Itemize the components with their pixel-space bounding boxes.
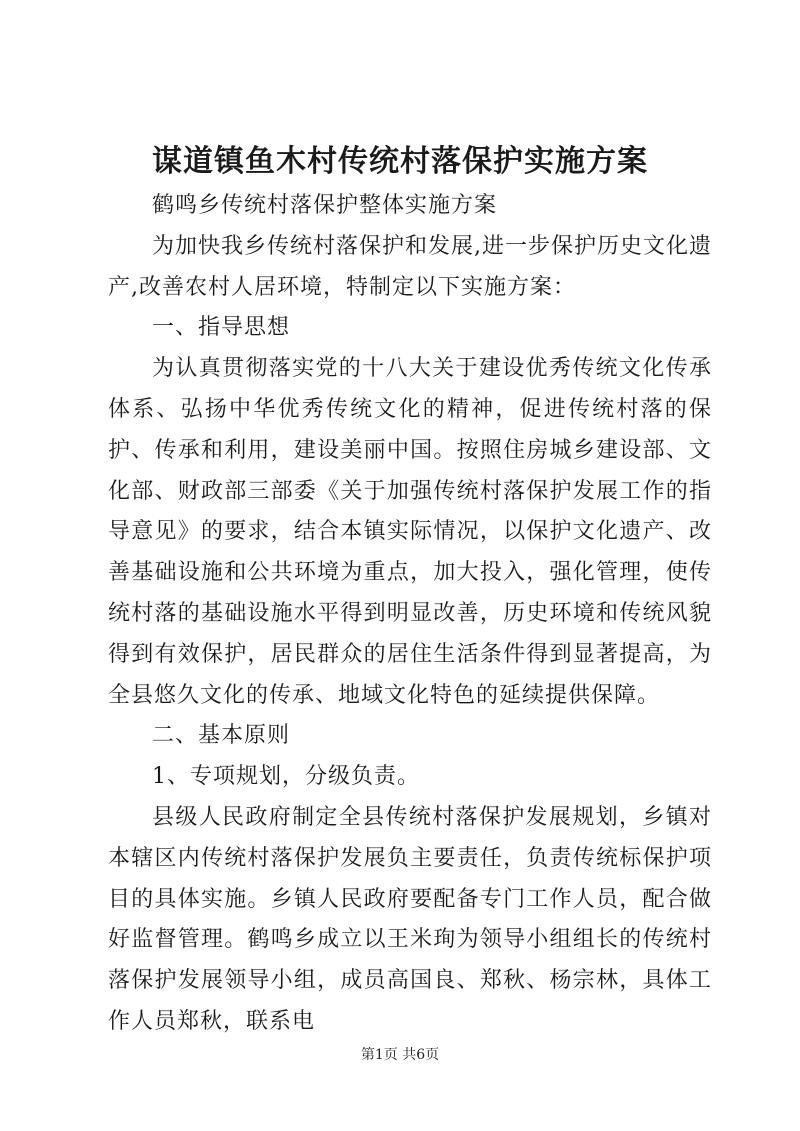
document-title: 谋道镇鱼木村传统村落保护实施方案: [152, 144, 648, 179]
section-heading-basic-principles: 二、基本原则: [152, 723, 291, 749]
paragraph-subtitle: 鹤鸣乡传统村落保护整体实施方案: [152, 193, 498, 218]
subheading-special-planning: 1、专项规划，分级负责。: [152, 764, 420, 790]
section-heading-guiding-ideology: 一、指导思想: [152, 315, 291, 341]
paragraph-guiding-ideology: 为认真贯彻落实党的十八大关于建设优秀传统文化传承体系、弘扬中华优秀传统文化的精神，促进传统村落的保护、传承和利用，建设美丽中国。按照住房城乡建设部、文化部、财政部三部委《关于加强传统村落保护发展工作的指导意见》的要求，结合本镇实际情况，以保护文化遗产、改善基础设施和公共环境为重点，加大投入，强化管理，使传统村落的基础设施水平得到明显改善，历史环境和传统风貌得到有效保护，居民群众的居住生活条件得到显著提高，为全县悠久文化的传承、地域文化特色的延续提供保障。: [108, 356, 712, 708]
page-number-footer: 第1页 共6页: [360, 1047, 440, 1063]
paragraph-responsibilities: 县级人民政府制定全县传统村落保护发展规划，乡镇对本辖区内传统村落保护发展负主要责任，负责传统标保护项目的具体实施。乡镇人民政府要配备专门工作人员，配合做好监督管理。鹤鸣乡成立以王米珣为领导小组组长的传统村落保护发展领导小组，成员高国良、郑秋、杨宗林，具体工作人员郑秋，联系电: [108, 804, 712, 1034]
paragraph-intro: 为加快我乡传统村落保护和发展,进一步保护历史文化遗产,改善农村人居环境，特制定以下实施方案：: [108, 233, 712, 300]
document-body: [108, 186, 712, 1043]
